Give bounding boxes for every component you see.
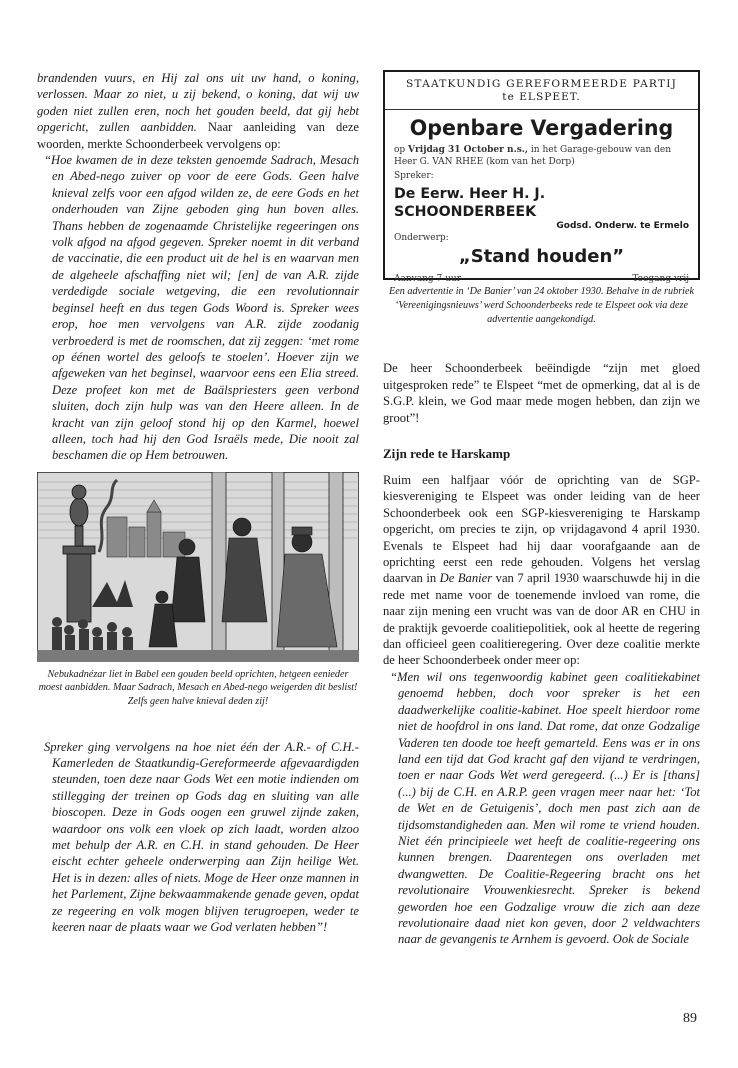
section-heading: Zijn rede te Harskamp	[383, 446, 511, 462]
ad-footer	[394, 271, 689, 287]
ad-speaker-label: Spreker:	[394, 171, 434, 181]
advertisement-caption: Een advertentie in ‘De Banier’ van 24 oktober 1930. Behalve in de rubriek ‘Vereenigingsnieuws’ werd Schoonderbeeks rede te Elspeet ook via deze advertentie aangekondigd.	[388, 286, 695, 325]
ad-entry: Toegang vrij	[632, 274, 689, 284]
harskamp-quote: “Men wil ons tegenwoordig kabinet geen coalitiekabinet genoemd hebben, doch voor spreker is het een daadwerkelijke coalitie-kabinet. Hoe speelt hierdoor rome niet de hoofdrol in ons land. Dat rome, dat onze Godzalige Vaderen ten doode toe heeft gemarteld. Eens was er in ons land een tijd dat God kracht gaf den vijand te verdringen, toen er naar Gods Wet werd geregeerd. (...) Er is [thans] (...) bij de C.H. en A.R.P. geen vragen meer naar het: ‘Tot de Wet en de Getuigenis’, doch men past zich aan de tijdsomstandigheden aan. Men wil rome te vriend houden. Niet één principieele wet heeft de coalitie-regeering ons kunnen brengen. Daarentegen ons overladen met dwangwetten. De Coalitie-Regeering bracht ons het revolutionaire Vrouwenkiesrecht. Spreker is bekend geworden hoe een Godzalige vrouw die zich aan deze revolutionaire daad niet kon geven, door 2 veldwachters naar de gevangenis te Arnhem is gevoerd. Ook de Sociale	[390, 669, 700, 947]
ad-speaker-role: Godsd. Onderw. te Ermelo	[556, 221, 689, 231]
newspaper-title: De Banier	[439, 571, 493, 586]
harskamp-text-b: van 7 april 1930 waarschuwde hij in die rede met name voor de toenemende invloed van rome, die naar zijn mening een vrucht was van de door AR en CHU in de praktijk gevoerde coalitiepolitiek, ook al heette de regering dan officieel geen coalitieregering. Over deze coalitie merkte de heer Schoonderbeek onder meer op:	[383, 571, 700, 668]
ad-date-location	[394, 144, 689, 168]
intro-paragraph	[37, 70, 359, 152]
engraving-illustration	[37, 472, 359, 662]
ad-date: Vrijdag 31 October n.s.,	[408, 145, 529, 155]
left-column	[37, 70, 359, 935]
speaker-continuation-quote: Spreker ging vervolgens na hoe niet één der A.R.- of C.H.-Kamerleden de Staatkundig-Gereformeerde afgevaardigden steunden, toen deze naar Gods Wet een motie indienden om stillegging der treinen op Gods dag en sluiting van alle bioscopen. Deze in Gods oogen een gruwel zijnde zaken, waardoor ons volk een vloek op zich laadt, worden alzoo met behulp der A.R. en C.H. in stand gehouden. De Heer eischt echter geheele onderwerping aan Zijn heilige Wet. Het is in dezen: alles of niets. Moge de Heer onze mannen in het Parlement, Zijne bekwaammakende genade geven, opdat ze regeering en volk mogen blijven terugroepen, weder te keeren naar de plaats waar we God verlaten hebben”!	[44, 739, 359, 934]
ad-location: te ELSPEET.	[502, 91, 581, 103]
ad-topic: „Stand houden”	[458, 246, 625, 267]
schoonderbeek-quote: “Hoe kwamen de in deze teksten genoemde Sadrach, Mesach en Abed-nego zuiver op voor de eere Gods. Geen halve knieval zelfs voor een afgod wilden ze, de eere Gods en het onderhouden van Zijne geboden ging hun boven alles. Thans hebben de zogenaamde Christelijke regeeringen ons volk afgod na afgod gegeven. Spreker noemt in dit verband de vaccinatie, die een product uit de hel is en waarvan men de algeheele afschaffing niet wil; [en] de van A.R. zijde verdedigde sociale wetgeving, die een revolutionnair beginsel heeft en dus tegen Gods Woord is. Spreker wees erop, hoe men vervolgens van A.R. zijde zoodanig verbroederd is met de roomschen, dat zij zeggen: ‘met rome op éénen wortel des geloofs te stoelen’. Hoever zijn we afgeweken van het beginsel, waarvoor eens een Elia streed. Deze profeet kon met de Baälspriesters geen verbond sluiten, doch zijn hulp was van den Heere alleen. In de kracht van zijn geloof stond hij op den Karmel, hoewel alleen, toch had hij den God Israëls mede, Die nooit zal beschamen die op Hem betrouwen.	[44, 153, 359, 463]
harskamp-paragraph	[383, 472, 700, 669]
ad-divider	[385, 109, 698, 110]
elspeet-paragraph: De heer Schoonderbeek beëindigde “zijn met gloed uitgesproken rede” te Elspeet “met de opmerking, dat al is de S.G.P. klein, we God maar mede mogen hebben, dan zijn we groot”!	[383, 361, 700, 425]
ad-party-name: STAATKUNDIG GEREFORMEERDE PARTIJ	[405, 78, 678, 90]
ad-venue: in het Garage-gebouw van den Heer G. VAN RHEE (kom van het Dorp)	[394, 145, 672, 167]
ad-date-prefix: op	[394, 145, 409, 155]
quote-fragment: brandenden vuurs, en Hij zal ons uit uw hand, o koning, verlossen. Maar zo niet, u zij bekend, o koning, dat wij uw goden niet zullen eren, noch het gouden beeld, dat gij hebt opgericht, zullen aanbidden.	[37, 71, 359, 135]
intro-text: Naar aanleiding van deze woorden, merkte Schoonderbeek vervolgens op:	[37, 120, 360, 151]
ad-topic-label: Onderwerp:	[394, 233, 449, 243]
engraving-caption: Nebukadnézar liet in Babel een gouden beeld oprichten, hetgeen eenieder moest aanbidden. Maar Sadrach, Mesach en Abed-nego weigerden dit beslist! Zelfs geen halve knieval deden zij!	[38, 668, 358, 707]
ad-start-time: Aanvang 7 uur	[394, 274, 462, 284]
ad-title: Openbare Vergadering	[409, 116, 674, 140]
ad-speaker: De Eerw. Heer H. J. SCHOONDERBEEK	[394, 186, 546, 220]
newspaper-advertisement	[383, 70, 700, 284]
right-column	[383, 70, 700, 948]
harskamp-text-a: Ruim een halfjaar vóór de oprichting van de SGP-kiesvereniging te Elspeet was onder leiding van de heer Schoonderbeek ook een SGP-kiesvereniging te Harskamp opgericht, om precies te zijn, op vrijdagavond 4 april 1930. Evenals te Elspeet had hij daar voorafgaande aan de oprichting eerst een rede gehouden. Volgens het verslag daarvan in	[383, 473, 700, 586]
page-number: 89	[683, 1011, 697, 1026]
engraving-image	[37, 472, 359, 662]
